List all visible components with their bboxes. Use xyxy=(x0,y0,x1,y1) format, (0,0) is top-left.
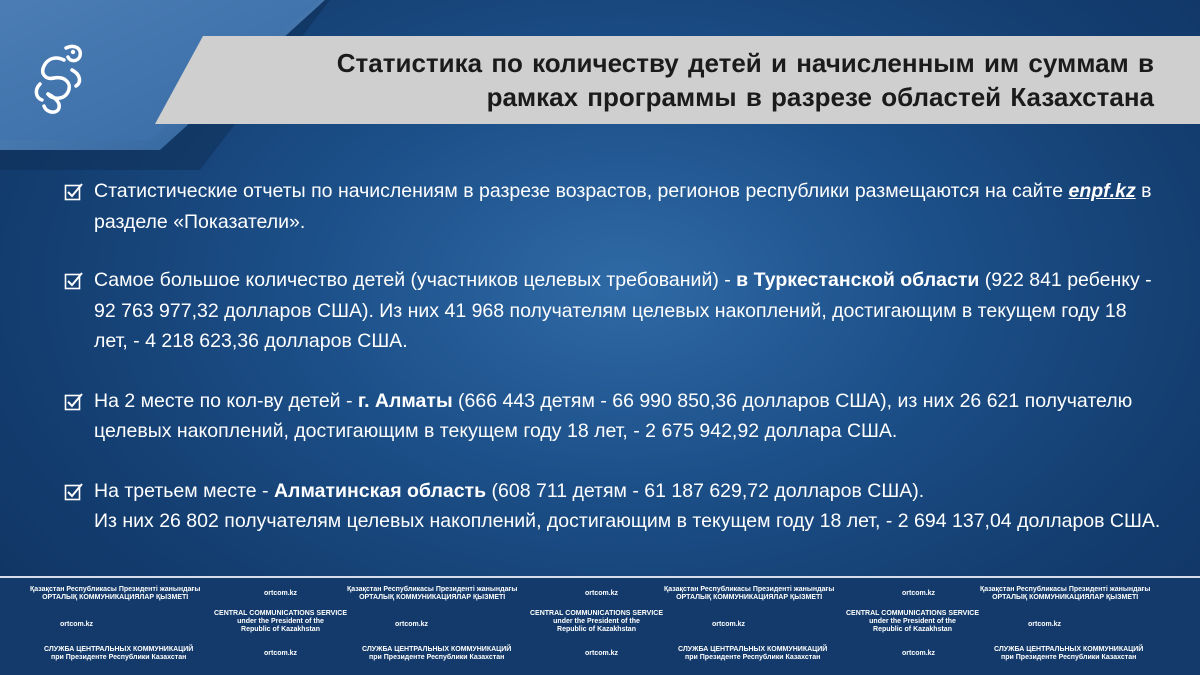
footer-text: ОРТАЛЫҚ КОММУНИКАЦИЯЛАР ҚЫЗМЕТІ xyxy=(676,594,823,601)
footer-site: ortcom.kz xyxy=(902,590,936,597)
footer-kz-block xyxy=(347,586,517,602)
bullet-list xyxy=(64,176,1164,566)
list-item-text xyxy=(94,476,1164,537)
checkbox-checked-icon xyxy=(64,182,84,202)
snow-leopard-logo-icon xyxy=(26,40,92,116)
footer-text: CENTRAL COMMUNICATIONS SERVICE xyxy=(530,610,664,617)
footer-text: при Президенте Республики Казахстан xyxy=(51,654,187,661)
footer-text: Republic of Kazakhstan xyxy=(873,626,952,633)
item-text-part: На 2 месте по кол-ву детей - xyxy=(94,389,358,412)
item-highlight: в Туркестанской области xyxy=(736,269,980,291)
footer-site: ortcom.kz xyxy=(264,650,298,657)
title-line-1: Статистика по количеству детей и начисленным им суммам в xyxy=(336,48,1154,78)
footer-en-block xyxy=(214,610,347,634)
footer-text: СЛУЖБА ЦЕНТРАЛЬНЫХ КОММУНИКАЦИЙ xyxy=(994,646,1144,653)
item-text-part: (922 841 ребенку - 92 763 977,32 долларов США). Из них 41 968 получателям целевых накоплений, достигающим в текущем году 18 лет, - 4 218 623,36 долларов США. xyxy=(94,269,1152,352)
footer-text: Қазақстан Республикасы Президенті жанындағы xyxy=(664,586,835,593)
footer-text: при Президенте Республики Казахстан xyxy=(685,654,821,661)
footer-site: ortcom.kz xyxy=(585,590,619,597)
footer-site: ortcom.kz xyxy=(1028,621,1062,628)
footer-text: СЛУЖБА ЦЕНТРАЛЬНЫХ КОММУНИКАЦИЙ xyxy=(678,646,828,653)
footer-text: Қазақстан Республикасы Президенті жанындағы xyxy=(347,586,518,593)
page-title xyxy=(194,46,1154,114)
item-highlight: Алматинская область xyxy=(273,479,487,502)
checkbox-checked-icon xyxy=(64,392,84,412)
list-item xyxy=(64,176,1164,237)
footer-text: CENTRAL COMMUNICATIONS SERVICE xyxy=(846,610,980,617)
footer-site: ortcom.kz xyxy=(264,590,298,597)
footer-text: Republic of Kazakhstan xyxy=(241,626,320,633)
footer-kz-block xyxy=(30,586,200,602)
list-item-text xyxy=(94,176,1164,237)
footer-en-block xyxy=(846,610,979,634)
footer-text: ОРТАЛЫҚ КОММУНИКАЦИЯЛАР ҚЫЗМЕТІ xyxy=(42,594,189,601)
footer-ru-block xyxy=(44,646,193,662)
footer-text: CENTRAL COMMUNICATIONS SERVICE xyxy=(214,610,348,617)
footer-text: ОРТАЛЫҚ КОММУНИКАЦИЯЛАР ҚЫЗМЕТІ xyxy=(359,594,506,601)
list-item xyxy=(64,386,1164,447)
list-item xyxy=(64,265,1164,357)
enpf-link[interactable]: enpf.kz xyxy=(1068,180,1136,202)
footer-site: ortcom.kz xyxy=(712,621,746,628)
item-text-part: Из них 26 802 получателям целевых накоплений, достигающим в текущем году 18 лет, - 2 694 137,04 долларов США. xyxy=(94,510,1161,532)
footer-site: ortcom.kz xyxy=(60,621,94,628)
item-text-part: Статистические отчеты по начислениям в разрезе возрастов, регионов республики размещаются на сайте xyxy=(94,180,1069,202)
footer-site: ortcom.kz xyxy=(902,650,936,657)
footer-text: СЛУЖБА ЦЕНТРАЛЬНЫХ КОММУНИКАЦИЙ xyxy=(44,646,194,653)
item-text-part: в разделе «Показатели». xyxy=(94,180,1152,233)
footer-kz-block xyxy=(980,586,1150,602)
list-item xyxy=(64,476,1164,537)
footer-ru-block xyxy=(678,646,827,662)
footer-site: ortcom.kz xyxy=(585,650,619,657)
footer-text: under the President of the xyxy=(553,618,640,625)
list-item-text xyxy=(94,265,1164,357)
footer-kz-block xyxy=(664,586,834,602)
footer-text: under the President of the xyxy=(869,618,956,625)
footer-text: Қазақстан Республикасы Президенті жанындағы xyxy=(30,586,201,593)
item-highlight: г. Алматы xyxy=(357,389,453,412)
footer-text: Қазақстан Республикасы Президенті жанындағы xyxy=(980,586,1151,593)
footer-text: ОРТАЛЫҚ КОММУНИКАЦИЯЛАР ҚЫЗМЕТІ xyxy=(992,594,1139,601)
checkbox-checked-icon xyxy=(64,482,84,502)
footer-text: при Президенте Республики Казахстан xyxy=(369,654,505,661)
title-line-2: рамках программы в разрезе областей Казахстана xyxy=(486,82,1154,112)
item-text-part: Самое большое количество детей (участников целевых требований) - xyxy=(94,269,737,291)
footer-text: СЛУЖБА ЦЕНТРАЛЬНЫХ КОММУНИКАЦИЙ xyxy=(362,646,512,653)
footer-ru-block xyxy=(362,646,511,662)
footer-text: under the President of the xyxy=(237,618,324,625)
checkbox-checked-icon xyxy=(64,271,84,291)
footer-watermark xyxy=(0,576,1200,675)
footer-text: при Президенте Республики Казахстан xyxy=(1001,654,1137,661)
footer-en-block xyxy=(530,610,663,634)
list-item-text xyxy=(94,386,1164,447)
item-text-part: (608 711 детям - 61 187 629,72 долларов США). xyxy=(486,479,925,502)
item-text-part: (666 443 детям - 66 990 850,36 долларов США), из них 26 621 получателю целевых накоплений, достигающим в текущем году 18 лет, - 2 675 942,92 доллара США. xyxy=(94,389,1133,442)
footer-text: Republic of Kazakhstan xyxy=(557,626,636,633)
item-text-part: На третьем месте - xyxy=(94,479,274,502)
footer-ru-block xyxy=(994,646,1143,662)
footer-site: ortcom.kz xyxy=(395,621,429,628)
